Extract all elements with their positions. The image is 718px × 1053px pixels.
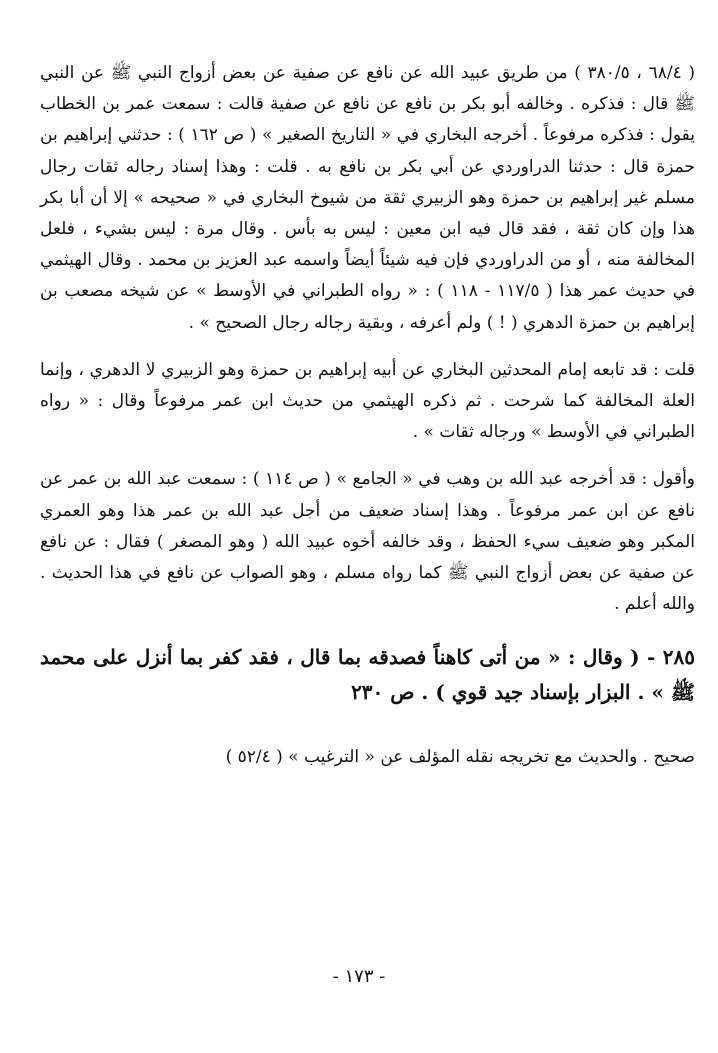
page-number: - ١٧٣ -	[332, 966, 386, 987]
commentary-paragraph-1: ( ٦٨/٤ ، ٣٨٠/٥ ) من طريق عبيد الله عن نافع عن صفية عن بعض أزواج النبي ﷺ عن النبي ﷺ قال : فذكره . وخالفه أبو بكر بن نافع عن نافع عن صفية قالت : سمعت عمر بن الخطاب يقول : فذكره مرفوعاً . أخرجه البخاري في « التاريخ الصغير » ( ص ١٦٢ ) : حدثني إبراهيم بن حمزة قال : حدثنا الدراوردي عن أبي بكر بن نافع به . قلت : وهذا إسناد رجاله ثقات رجال مسلم غير إبراهيم بن حمزة وهو الزبيري ثقة من شيوخ البخاري في « صحيحه » إلا أن أبا بكر هذا وإن كان ثقة ، فقد قال فيه ابن معين : ليس به بأس . وقال مرة : ليس بشيء ، فلعل المخالفة منه ، أو من الدراوردي فإن فيه شيئاً أيضاً واسمه عبد العزيز بن محمد . وقال الهيثمي في حديث عمر هذا ( ١١٧/٥ - ١١٨ ) : « رواه الطبراني في الأوسط » عن شيخه مصعب بن إبراهيم بن حمزة الدهري ( ! ) ولم أعرفه ، وبقية رجاله رجال الصحيح » .	[40, 63, 695, 333]
commentary-paragraph-3: وأقول : قد أخرجه عبد الله بن وهب في « الجامع » ( ص ١١٤ ) : سمعت عبد الله بن عمر عن نافع عن ابن عمر مرفوعاً . وهذا إسناد ضعيف من أجل عبد الله بن عمر هذا وهو العمري المكبر وهو ضعيف سيء الحفظ ، وقد خالفه أخوه عبيد الله ( وهو المصغر ) فقال : عن نافع عن صفية عن بعض أزواج النبي ﷺ كما رواه مسلم ، وهو الصواب عن نافع في هذا الحديث . والله أعلم .	[40, 469, 695, 615]
commentary-paragraph-2: قلت : قد تابعه إمام المحدثين البخاري عن أبيه إبراهيم بن حمزة وهو الزبيري لا الدهري ، وإنما العلة المخالفة كما شرحت . ثم ذكره الهيثمي من حديث ابن عمر مرفوعاً وقال : « رواه الطبراني في الأوسط » ورجاله ثقات » .	[40, 359, 695, 443]
grading-note: صحيح . والحديث مع تخريجه نقله المؤلف عن « الترغيب » ( ٥٢/٤ )	[225, 747, 695, 768]
page-body	[40, 58, 695, 789]
hadith-285-text: ٢٨٥ - ( وقال : « من أتى كاهناً فصدقه بما قال ، فقد كفر بما أنزل على محمد ﷺ » . البزار بإسناد جيد قوي ) . ص ٢٣٠	[40, 645, 696, 705]
